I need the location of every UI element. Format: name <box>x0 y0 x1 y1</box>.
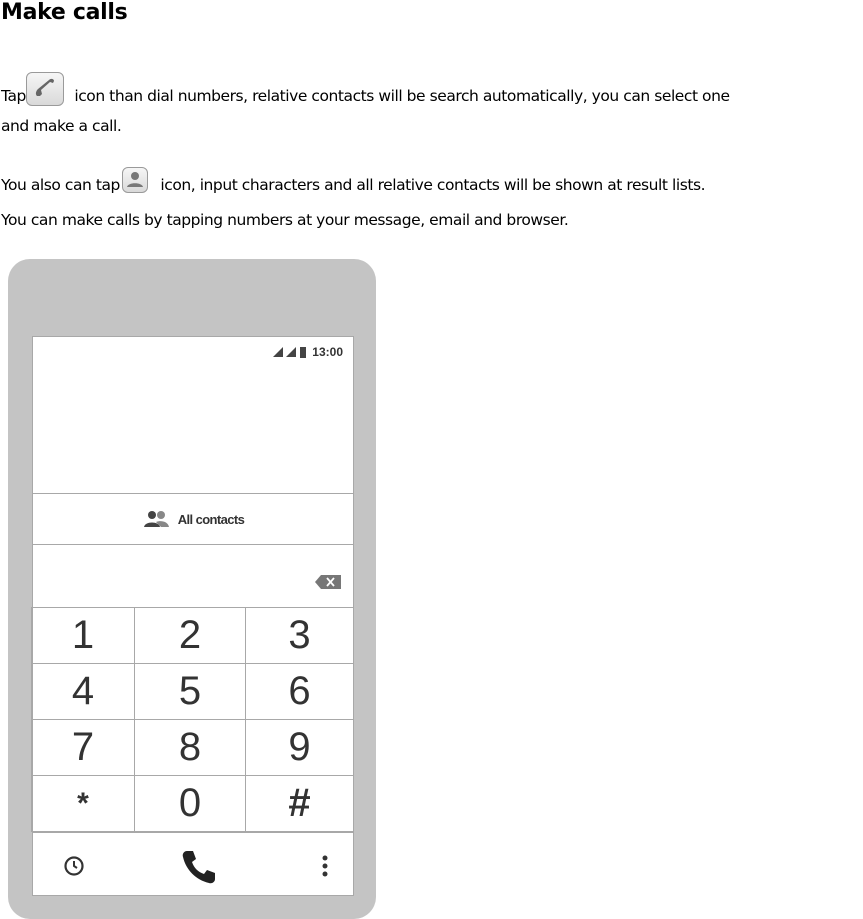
signal-icon <box>273 347 283 357</box>
call-icon[interactable] <box>179 847 219 887</box>
backspace-icon[interactable] <box>315 575 341 589</box>
paragraph-contacts-lead: You also can tap <box>1 176 120 194</box>
contacts-group-icon <box>142 509 170 529</box>
phone-icon <box>26 72 64 106</box>
key-7[interactable]: 7 <box>31 719 135 776</box>
paragraph-contacts <box>1 167 705 196</box>
signal-icon <box>286 347 296 357</box>
key-3[interactable]: 3 <box>245 607 354 664</box>
dial-keypad <box>32 608 354 832</box>
phone-screen <box>32 336 354 896</box>
paragraph-contacts-text: icon, input characters and all relative contacts will be shown at result lists. <box>160 176 706 194</box>
all-contacts-label: All contacts <box>177 511 245 527</box>
key-star[interactable]: * <box>31 775 135 832</box>
paragraph-message-calls: You can make calls by tapping numbers at your message, email and browser. <box>1 211 569 229</box>
key-6[interactable]: 6 <box>245 663 354 720</box>
key-5[interactable]: 5 <box>134 663 246 720</box>
clock-icon[interactable] <box>63 855 85 877</box>
key-hash[interactable]: # <box>245 775 354 832</box>
key-0[interactable]: 0 <box>134 775 246 832</box>
contacts-icon <box>122 167 148 193</box>
page-title: Make calls <box>1 0 128 25</box>
key-1[interactable]: 1 <box>31 607 135 664</box>
key-4[interactable]: 4 <box>31 663 135 720</box>
paragraph-dial-line2: and make a call. <box>1 117 122 135</box>
key-2[interactable]: 2 <box>134 607 246 664</box>
dialer-bottom-bar <box>33 832 353 903</box>
paragraph-dial-text: icon than dial numbers, relative contacts will be search automatically, you can select one <box>74 87 730 105</box>
paragraph-dial-lead: Tap <box>1 87 26 105</box>
status-bar <box>273 345 343 359</box>
key-8[interactable]: 8 <box>134 719 246 776</box>
key-9[interactable]: 9 <box>245 719 354 776</box>
status-time: 13:00 <box>312 345 343 359</box>
more-vertical-icon[interactable] <box>321 855 329 877</box>
all-contacts-button[interactable] <box>33 493 353 545</box>
battery-icon <box>300 347 306 358</box>
paragraph-dial <box>1 72 730 107</box>
